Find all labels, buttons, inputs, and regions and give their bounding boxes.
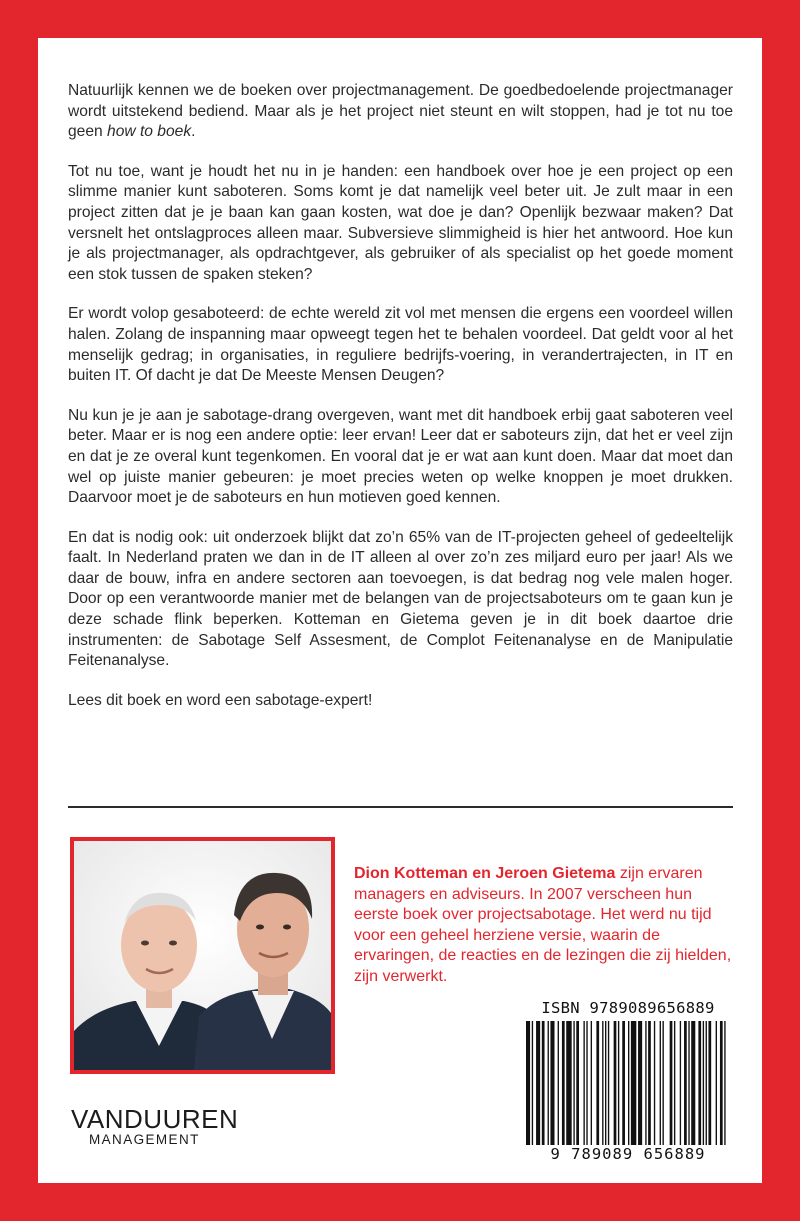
publisher-imprint: MANAGEMENT bbox=[89, 1132, 200, 1147]
barcode-bar bbox=[591, 1021, 592, 1145]
barcode-bar bbox=[724, 1021, 725, 1145]
barcode-bar bbox=[680, 1021, 681, 1145]
barcode-bar bbox=[562, 1021, 565, 1145]
barcode-bar bbox=[703, 1021, 704, 1145]
author-photo bbox=[70, 837, 335, 1074]
barcode-bar bbox=[670, 1021, 673, 1145]
barcode-bar bbox=[674, 1021, 675, 1145]
back-cover bbox=[38, 38, 762, 1183]
barcode-bar bbox=[536, 1021, 540, 1145]
barcode-bar bbox=[576, 1021, 579, 1145]
barcode-bar bbox=[716, 1021, 717, 1145]
barcode-bar bbox=[614, 1021, 617, 1145]
isbn-barcode bbox=[520, 999, 736, 1164]
barcode-bar bbox=[596, 1021, 599, 1145]
how-to-boek-emphasis: how to boek bbox=[107, 123, 192, 141]
barcode-bar bbox=[698, 1021, 701, 1145]
barcode-bar bbox=[548, 1021, 549, 1145]
barcode-bars bbox=[526, 1021, 730, 1145]
divider-line bbox=[68, 806, 733, 808]
barcode-bar bbox=[706, 1021, 707, 1145]
barcode-bar bbox=[526, 1021, 530, 1145]
author-names: Dion Kotteman en Jeroen Gietema bbox=[354, 865, 616, 882]
author-portrait-illustration bbox=[74, 841, 331, 1070]
author-bio: Dion Kotteman en Jeroen Gietema zijn ervaren managers en adviseurs. In 2007 verscheen hun eerste boek over projectsabotage. Het werd nu tijd voor een geheel herziene versie, waarin de ervaringen, de reacties en de lezingen die zij hielden, zijn verwerkt. bbox=[354, 865, 732, 985]
barcode-bar bbox=[605, 1021, 606, 1145]
blurb-text bbox=[68, 81, 733, 711]
barcode-bar bbox=[622, 1021, 625, 1145]
barcode-bar bbox=[602, 1021, 603, 1145]
publisher-logo bbox=[71, 1106, 238, 1148]
barcode-bar bbox=[532, 1021, 533, 1145]
blurb-paragraph-1: Natuurlijk kennen we de boeken over projectmanagement. De goedbedoelende projectmanager wordt uitstekend bediend. Maar als je het project niet steunt en wilt stoppen, had je tot nu toe geen how to boek. bbox=[68, 82, 733, 141]
barcode-bar bbox=[708, 1021, 711, 1145]
barcode-bar bbox=[566, 1021, 571, 1145]
barcode-bar bbox=[645, 1021, 646, 1145]
barcode-bar bbox=[660, 1021, 661, 1145]
publisher-name: VANDUUREN bbox=[71, 1104, 239, 1134]
barcode-bar bbox=[618, 1021, 619, 1145]
barcode-bar bbox=[688, 1021, 689, 1145]
barcode-bar bbox=[631, 1021, 636, 1145]
barcode-bar bbox=[583, 1021, 584, 1145]
blurb-paragraph-5: En dat is nodig ook: uit onderzoek blijkt dat zo’n 65% van de IT-projecten geheel of gedeeltelijk faalt. In Nederland praten we dan in de IT alleen al over zo’n zes miljard euro per jaar! Als we daar de bouw, infra en andere sectoren aan toevoegen, is dat bedrag nog vele malen hoger. Door op een verantwoorde manier met de belangen van de projectsaboteurs om te gaan kun je deze schade flink beperken. Kotteman en Gietema geven je in dit boek daartoe drie instrumenten: de Sabotage Self Assesment, de Complot Feitenanalyse en de Manipulatie Feitenanalyse. bbox=[68, 528, 733, 670]
blurb-paragraph-2: Tot nu toe, want je houdt het nu in je handen: een handboek over hoe je een project op een slimme manier kunt saboteren. Soms komt je dat namelijk veel beter uit. Je zult maar in een project zitten dat je je baan kan gaan kosten, wat doe je dan? Openlijk bezwaar maken? Dat versnelt het ontslagproces alleen maar. Subversieve slimmigheid is hier het antwoord. Hoe kun je als projectmanager, als opdrachtgever, als gebruiker of als specialist op het goede moment een stok tussen de spaken steken? bbox=[68, 162, 733, 283]
isbn-label: ISBN 9789089656889 bbox=[541, 999, 715, 1017]
barcode-bar bbox=[573, 1021, 574, 1145]
blurb-paragraph-4: Nu kun je je aan je sabotage-drang overgeven, want met dit handboek erbij gaat saboteren veel beter. Maar er is nog een andere optie: leer ervan! Leer dat er saboteurs zijn, dat het er veel zijn en dat je ze overal kunt tegenkomen. En vooral dat je er wat aan kunt doen. Maar dat moet dan wel op juiste manier gebeuren: je moet precies weten op welke knoppen je moet drukken. Daarvoor moet je de saboteurs en hun motieven goed kennen. bbox=[68, 406, 733, 507]
blurb-paragraph-3: Er wordt volop gesaboteerd: de echte wereld zit vol met mensen die ergens een voordeel willen halen. Zolang de inspanning maar opweegt tegen het te behalen voordeel. Dat geldt voor al het menselijk gedrag; in organisaties, in reguliere bedrijfs-voering, in verandertrajecten, in IT en buiten IT. Of dacht je dat De Meeste Mensen Deugen? bbox=[68, 305, 733, 385]
barcode-bar bbox=[684, 1021, 687, 1145]
barcode-bar bbox=[720, 1021, 723, 1145]
blurb-closing-line: Lees dit boek en word een sabotage-expert! bbox=[68, 691, 373, 709]
barcode-bar bbox=[550, 1021, 554, 1145]
barcode-bar bbox=[638, 1021, 642, 1145]
barcode-bar bbox=[628, 1021, 629, 1145]
barcode-bar bbox=[586, 1021, 587, 1145]
barcode-bar bbox=[654, 1021, 655, 1145]
barcode-bar bbox=[662, 1021, 663, 1145]
barcode-bar bbox=[558, 1021, 559, 1145]
barcode-bar bbox=[542, 1021, 545, 1145]
isbn-digits: 9 789089 656889 bbox=[550, 1145, 706, 1163]
barcode-bar bbox=[648, 1021, 651, 1145]
barcode-bar bbox=[608, 1021, 609, 1145]
barcode-bar bbox=[691, 1021, 695, 1145]
